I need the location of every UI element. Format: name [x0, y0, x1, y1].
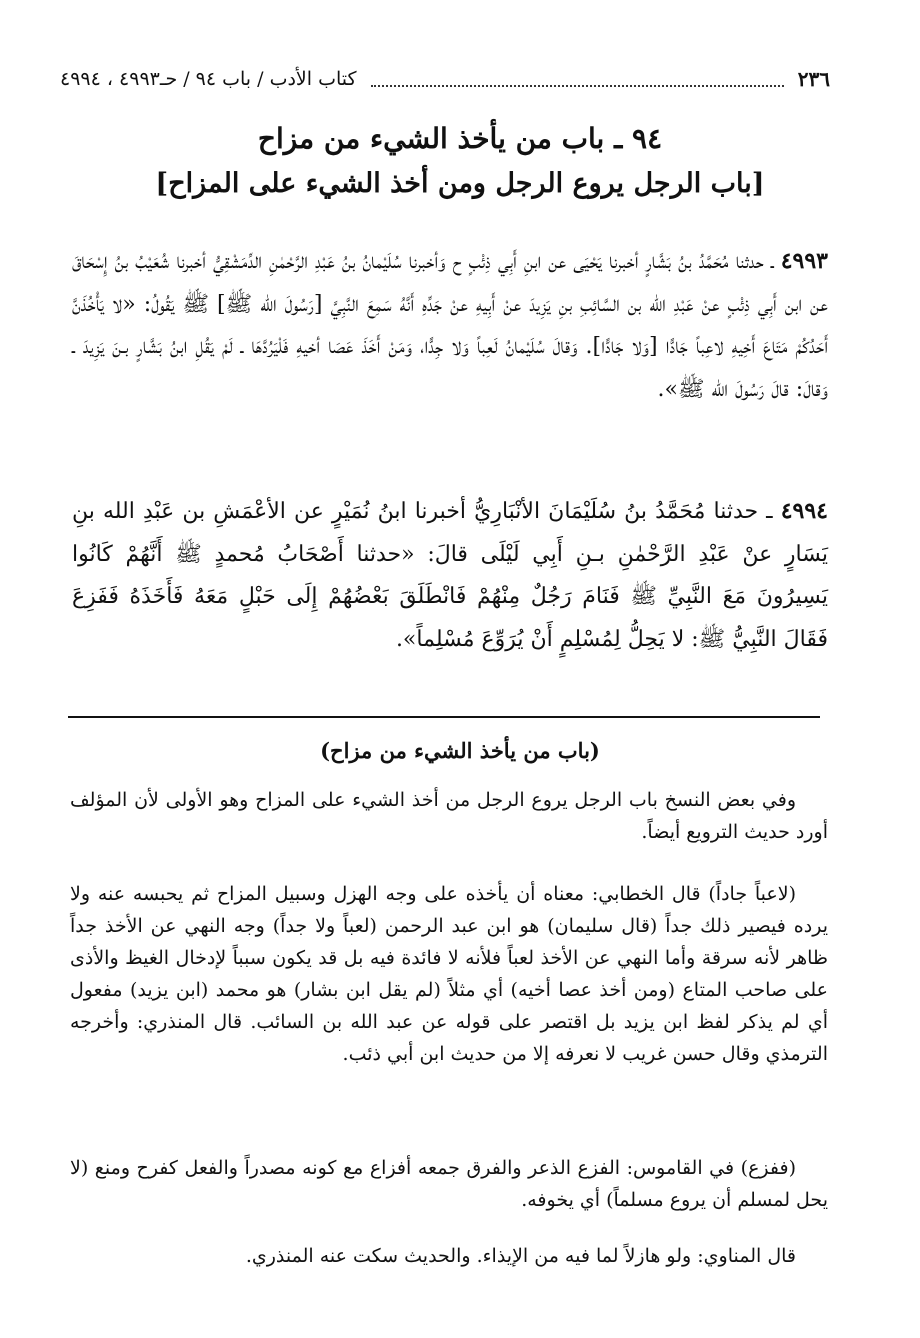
- hadith-text: ـ حدثنا مُحَمَّدُ بنُ سُلَيْمَانَ الأنْبَارِيُّ أخبرنا ابنُ نُمَيْرٍ عن الأعْمَشِ بن عَبْدِ الله بنِ يَسَارٍ عنْ عَبْدِ الرَّحْمٰنِ بـنِ أَبِي لَيْلَى قالَ: «حدثنا أَصْحَابُ مُحمدٍ ﷺ أَنَّهُمْ كَانُوا يَسِيرُونَ مَعَ النَّبِيِّ ﷺ فَنَامَ رَجُلٌ مِنْهُمْ فَانْطَلَقَ بَعْضُهُمْ إِلَى حَبْلٍ مَعَهُ فَأَخَذَهُ فَفَزِعَ فَقَالَ النَّبِيُّ ﷺ: لا يَحِلُّ لِمُسْلِمٍ أَنْ يُرَوِّعَ مُسْلِماً».: [72, 499, 828, 652]
- hadith-4994: [72, 490, 828, 661]
- hadith-number: ٤٩٩٤: [780, 498, 828, 524]
- commentary-paragraph: وفي بعض النسخ باب الرجل يروع الرجل من أخذ الشيء على المزاح وهو الأولى لأن المؤلف أورد حديث الترويع أيضاً.: [70, 789, 828, 843]
- footnote-divider: [68, 716, 820, 718]
- header-reference: كتاب الأدب / باب ٩٤ / حـ٤٩٩٣ ، ٤٩٩٤: [60, 68, 357, 90]
- running-header: [60, 62, 830, 96]
- dotted-leader: [371, 71, 784, 87]
- commentary-paragraph: (ففزع) في القاموس: الفزع الذعر والفرق جمعه أفزاع مع كونه مصدراً والفعل كفرح ومنع (لا يحل لمسلم أن يروع مسلماً) أي يخوفه.: [70, 1157, 828, 1211]
- commentary-paragraph: قال المناوي: ولو هازلاً لما فيه من الإيذاء. والحديث سكت عنه المنذري.: [245, 1245, 796, 1267]
- chapter-title: ٩٤ ـ باب من يأخذ الشيء من مزاح: [257, 122, 663, 155]
- hadith-4993: [72, 240, 828, 411]
- commentary-paragraph: (لاعباً جاداً) قال الخطابي: معناه أن يأخذه على وجه الهزل وسبيل المزاح ثم يحبسه عنه ولا يرده فيصير ذلك جداً (قال سليمان) هو ابن عبد الرحمن (لعباً ولا جداً) وجه النهي عن الأخذ جداً ظاهر لأنه سرقة وأما النهي عن الأخذ لعباً فلأنه لا فائدة فيه بل قد يكون سبباً لإدخال الغيظ والأذى على صاحب المتاع (ومن أخذ عصا أخيه) أي مثلاً (لم يقل ابن بشار) هو محمد (ابن يزيد) مفعول أي لم يذكر لفظ ابن يزيد بل اقتصر على قوله عن عبد الله بن السائب. قال المنذري: وأخرجه الترمذي وقال حسن غريب لا نعرفه إلا من حديث ابن أبي ذئب.: [70, 883, 828, 1065]
- commentary-heading: (باب من يأخذ الشيء من مزاح): [320, 738, 600, 763]
- hadith-text: ـ حدثنا مُحَمَّدُ بنُ بَشَّارٍ أخبرنا يَحْيَى عن ابنِ أَبِي ذِئْبٍ ح وَأخبرنا سُلَيْمانُ بنُ عَبْدِ الرَّحْمٰنِ الدِّمَشْقِيُّ أخبرنا شُعَيْبُ بنُ إِسْحَاقَ عن ابن أَبِي ذِئْبٍ عنْ عَبْدِ الله بن السَّائِبِ بنِ يَزِيدَ عنْ أَبِيهِ عنْ جَدِّهِ أَنَّهُ سَمِعَ النَّبِيَّ [رَسُولَ الله ﷺ] ﷺ يَقُولُ: «لا يَأْخُذَنَّ أَحَدُكُمْ مَتَاعَ أَخِيهِ لاعِباً جَادًّا [وَلا جَادًّا]. وَقالَ سُلَيْمانُ لَعِباً وَلا جِدًّا، وَمَنْ أَخَذَ عَصَا أخيهِ فَلْيَرُدَّهَا ـ لَمْ يَقُلِ ابنُ بَشَّارٍ بـنَ يَزِيدَ ـ وَقالَ: قالَ رَسُولَ الله ﷺ».: [72, 249, 828, 402]
- hadith-number: ٤٩٩٣: [780, 248, 828, 274]
- chapter-subtitle: [باب الرجل يروع الرجل ومن أخذ الشيء على المزاح]: [155, 168, 765, 199]
- page-number: ٢٣٦: [797, 67, 830, 91]
